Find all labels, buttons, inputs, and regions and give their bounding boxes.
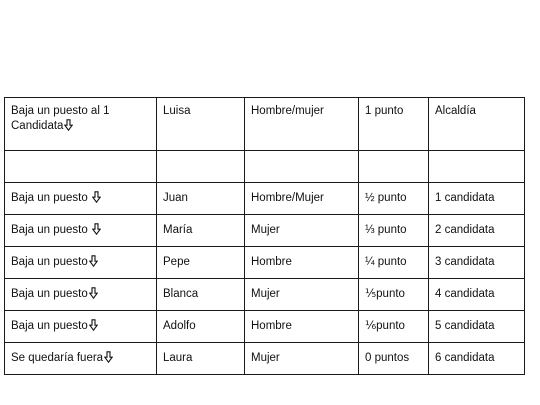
gender-cell	[245, 311, 359, 343]
candidate-table	[4, 97, 525, 375]
down-arrow-icon	[89, 255, 98, 267]
points-text: ⅕punto	[365, 288, 405, 300]
gender-cell	[245, 151, 359, 183]
gender-cell	[245, 215, 359, 247]
name-text: Blanca	[163, 288, 199, 300]
table-row	[5, 151, 525, 183]
table-row	[5, 247, 525, 279]
name-text: Luisa	[163, 105, 191, 117]
name-cell	[157, 311, 245, 343]
gender-text: Hombre/mujer	[251, 105, 324, 117]
action-text: Baja un puesto	[11, 224, 91, 236]
table-row	[5, 311, 525, 343]
points-cell	[359, 183, 429, 215]
down-arrow-icon	[104, 351, 113, 363]
position-text: 6 candidata	[435, 352, 495, 364]
down-arrow-icon	[89, 287, 98, 299]
points-text: ¼ punto	[365, 256, 407, 268]
table-row	[5, 343, 525, 375]
gender-cell	[245, 247, 359, 279]
position-cell	[429, 98, 525, 151]
points-cell	[359, 151, 429, 183]
down-arrow-icon	[64, 119, 73, 131]
position-cell	[429, 183, 525, 215]
position-text: 4 candidata	[435, 288, 495, 300]
position-cell	[429, 343, 525, 375]
table-row	[5, 98, 525, 151]
name-cell	[157, 279, 245, 311]
down-arrow-icon	[92, 223, 101, 235]
table-row	[5, 183, 525, 215]
name-text: Adolfo	[163, 320, 196, 332]
action-cell	[5, 98, 157, 151]
points-text: ½ punto	[365, 192, 407, 204]
points-cell	[359, 311, 429, 343]
name-cell	[157, 183, 245, 215]
position-cell	[429, 311, 525, 343]
name-cell	[157, 215, 245, 247]
action-cell	[5, 215, 157, 247]
name-cell	[157, 98, 245, 151]
gender-cell	[245, 183, 359, 215]
points-cell	[359, 215, 429, 247]
action-cell	[5, 247, 157, 279]
action-cell	[5, 279, 157, 311]
gender-text: Mujer	[251, 288, 280, 300]
action-text: Baja un puesto	[11, 288, 88, 300]
action-cell	[5, 311, 157, 343]
position-cell	[429, 215, 525, 247]
gender-cell	[245, 279, 359, 311]
points-text: 0 puntos	[365, 352, 410, 364]
points-cell	[359, 279, 429, 311]
gender-text: Hombre	[251, 320, 292, 332]
name-text: Juan	[163, 192, 188, 204]
points-cell	[359, 247, 429, 279]
candidate-table-body	[5, 98, 525, 375]
action-cell	[5, 183, 157, 215]
action-text: Baja un puesto	[11, 256, 88, 268]
name-text: Laura	[163, 352, 193, 364]
action-text: Se quedaría fuera	[11, 352, 104, 364]
gender-cell	[245, 98, 359, 151]
points-cell	[359, 343, 429, 375]
gender-cell	[245, 343, 359, 375]
name-cell	[157, 247, 245, 279]
position-cell	[429, 151, 525, 183]
action-text: Baja un puesto	[11, 320, 88, 332]
points-text: 1 punto	[365, 105, 404, 117]
name-cell	[157, 343, 245, 375]
gender-text: Hombre/Mujer	[251, 192, 324, 204]
position-cell	[429, 279, 525, 311]
points-cell	[359, 98, 429, 151]
action-cell	[5, 343, 157, 375]
table-row	[5, 279, 525, 311]
position-text: 1 candidata	[435, 192, 495, 204]
action-cell	[5, 151, 157, 183]
position-text: 3 candidata	[435, 256, 495, 268]
table-row	[5, 215, 525, 247]
position-text: 2 candidata	[435, 224, 495, 236]
down-arrow-icon	[89, 319, 98, 331]
points-text: ⅓ punto	[365, 224, 407, 236]
name-text: María	[163, 224, 193, 236]
points-text: ⅙punto	[365, 320, 405, 332]
position-text: Alcaldía	[435, 105, 476, 117]
position-cell	[429, 247, 525, 279]
gender-text: Mujer	[251, 224, 280, 236]
action-text: Baja un puesto al 1 Candidata	[11, 105, 110, 132]
gender-text: Mujer	[251, 352, 280, 364]
name-cell	[157, 151, 245, 183]
name-text: Pepe	[163, 256, 190, 268]
position-text: 5 candidata	[435, 320, 495, 332]
gender-text: Hombre	[251, 256, 292, 268]
action-text: Baja un puesto	[11, 192, 91, 204]
down-arrow-icon	[92, 191, 101, 203]
